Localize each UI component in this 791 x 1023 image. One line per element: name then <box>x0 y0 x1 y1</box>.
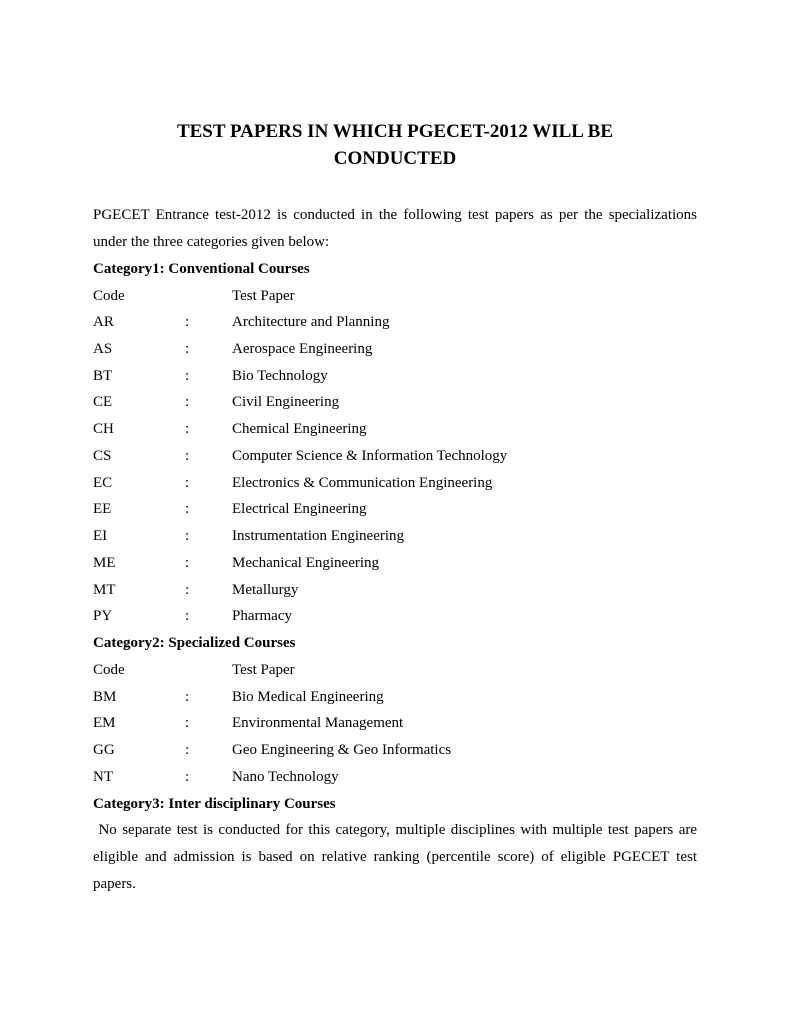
title-line-1: TEST PAPERS IN WHICH PGECET-2012 WILL BE <box>176 121 614 142</box>
code: PY <box>93 608 113 624</box>
list-item <box>93 473 697 493</box>
list-item <box>93 499 697 519</box>
code: BM <box>93 689 117 705</box>
test-paper: Architecture and Planning <box>232 314 390 330</box>
test-paper: Bio Technology <box>232 368 328 384</box>
list-item <box>93 713 697 733</box>
separator: : <box>185 501 190 517</box>
code: EE <box>93 501 112 517</box>
code: CE <box>93 394 113 410</box>
test-paper: Nano Technology <box>232 769 339 785</box>
separator: : <box>185 528 190 544</box>
code: GG <box>93 742 115 758</box>
list-item <box>93 312 697 332</box>
code-column-header: Code <box>93 288 125 304</box>
intro-paragraph: PGECET Entrance test-2012 is conducted in the following test papers as per the specializations under the three categories given below: <box>93 207 697 250</box>
code-column-header: Code <box>93 662 125 678</box>
title-line-2: CONDUCTED <box>333 148 457 169</box>
category2-heading: Category2: Specialized Courses <box>93 635 296 651</box>
separator: : <box>185 715 190 731</box>
test-paper: Geo Engineering & Geo Informatics <box>232 742 452 758</box>
test-paper: Instrumentation Engineering <box>232 528 405 544</box>
separator: : <box>185 314 190 330</box>
separator: : <box>185 689 190 705</box>
code: EI <box>93 528 108 544</box>
code: EC <box>93 475 113 491</box>
category1-column-header <box>93 286 697 306</box>
list-item <box>93 339 697 359</box>
separator: : <box>185 608 190 624</box>
test-paper: Bio Medical Engineering <box>232 689 384 705</box>
list-item <box>93 366 697 386</box>
category2-column-header <box>93 660 697 680</box>
list-item <box>93 419 697 439</box>
test-paper: Electronics & Communication Engineering <box>232 475 493 491</box>
code: BT <box>93 368 113 384</box>
test-paper: Metallurgy <box>232 582 299 598</box>
test-paper-column-header: Test Paper <box>232 288 295 304</box>
category1-heading: Category1: Conventional Courses <box>93 261 310 277</box>
separator: : <box>185 769 190 785</box>
list-item <box>93 606 697 626</box>
separator: : <box>185 582 190 598</box>
test-paper: Mechanical Engineering <box>232 555 380 571</box>
test-paper: Aerospace Engineering <box>232 341 373 357</box>
code: MT <box>93 582 116 598</box>
test-paper: Electrical Engineering <box>232 501 367 517</box>
page-title <box>93 118 697 172</box>
test-paper: Civil Engineering <box>232 394 340 410</box>
test-paper-column-header: Test Paper <box>232 662 295 678</box>
code: CH <box>93 421 114 437</box>
separator: : <box>185 394 190 410</box>
separator: : <box>185 555 190 571</box>
list-item <box>93 553 697 573</box>
code: EM <box>93 715 116 731</box>
test-paper: Computer Science & Information Technology <box>232 448 508 464</box>
list-item <box>93 687 697 707</box>
code: CS <box>93 448 112 464</box>
separator: : <box>185 475 190 491</box>
separator: : <box>185 421 190 437</box>
test-paper: Chemical Engineering <box>232 421 367 437</box>
list-item <box>93 740 697 760</box>
list-item <box>93 392 697 412</box>
separator: : <box>185 341 190 357</box>
test-paper: Environmental Management <box>232 715 404 731</box>
code: ME <box>93 555 116 571</box>
code: AR <box>93 314 114 330</box>
separator: : <box>185 368 190 384</box>
list-item <box>93 580 697 600</box>
test-paper: Pharmacy <box>232 608 292 624</box>
code: AS <box>93 341 113 357</box>
list-item <box>93 446 697 466</box>
category3-heading: Category3: Inter disciplinary Courses <box>93 796 336 812</box>
category3-paragraph: No separate test is conducted for this category, multiple disciplines with multiple test papers are eligible and admission is based on relative ranking (percentile score) of eligible PGECET test papers. <box>93 822 701 892</box>
separator: : <box>185 448 190 464</box>
list-item <box>93 767 697 787</box>
code: NT <box>93 769 113 785</box>
separator: : <box>185 742 190 758</box>
list-item <box>93 526 697 546</box>
